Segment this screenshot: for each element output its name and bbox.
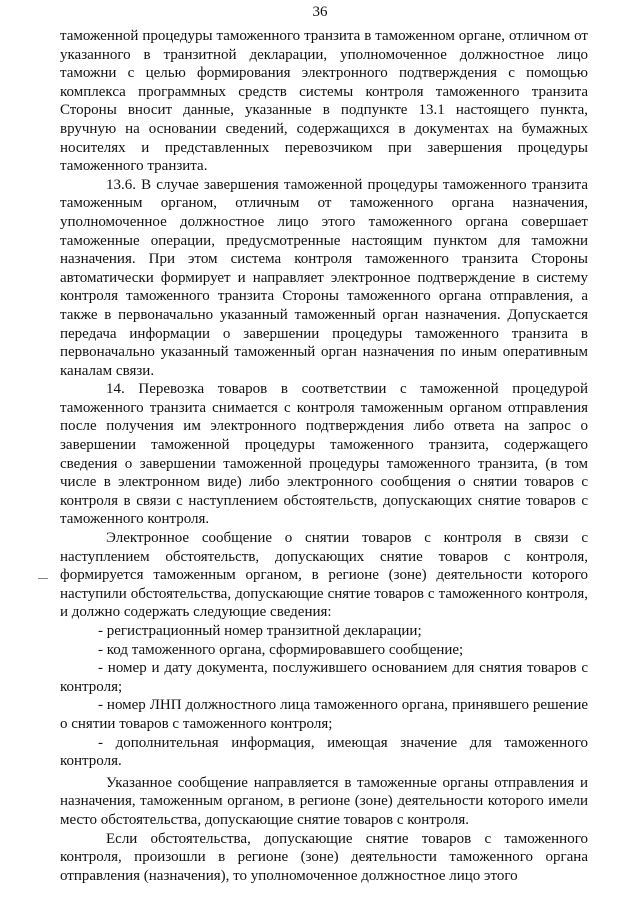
paragraph-circumstances: Если обстоятельства, допускающие снятие товаров с таможенного контроля, произошли в регионе (зоне) деятельности таможенного органа отправления (назначения), то уполномоченное должностное лицо этого (60, 830, 588, 884)
paragraph-continuation: таможенной процедуры таможенного транзита в таможенном органе, отличном от указанного в транзитной декларации, уполномоченное должностное лицо таможни с целью формирования электронного подтверждения с помощью комплекса программных средств системы контроля таможенного транзита Стороны вносит данные, указанные в подпункте 13.1 настоящего пункта, вручную на основании сведений, содержащихся в документах на бумажных носителях и представленных перевозчиком при завершения процедуры таможенного транзита. (60, 28, 588, 175)
paragraph-electronic-message: Электронное сообщение о снятии товаров с контроля в связи с наступлением обстоятельств, допускающих снятие товаров с контроля, формируется таможенным органом, в регионе (зоне) деятельности которого наступили обстоятельства, допускающие снятие товаров с таможенного контроля, и должно содержать следующие сведения: (60, 530, 588, 621)
page-number: 36 (312, 4, 328, 20)
paragraph-13-6: 13.6. В случае завершения таможенной процедуры таможенного транзита таможенным органом, отличным от таможенного органа назначения, уполномоченное должностное лицо этого таможенного органа совершает таможенные операции, предусмотренные настоящим пунктом для таможни назначения. При этом система контроля таможенного транзита Стороны автоматически формирует и направляет электронное подтверждение в систему контроля таможенного транзита Стороны таможенного органа отправления, а также в первоначально указанный таможенный орган назначения. Допускается передача информации о завершении процедуры таможенного транзита в первоначально указанный таможенный орган назначения по иным оперативным каналам связи. (60, 176, 588, 379)
list-item: - дополнительная информация, имеющая значение для таможенного контроля. (60, 734, 588, 770)
paragraph-message-routing: Указанное сообщение направляется в таможенные органы отправления и назначения, таможенным органом, в регионе (зоне) деятельности которого имели место обстоятельства, допускающие снятие товаров с контроля. (60, 774, 588, 828)
document-body (60, 27, 588, 885)
list-item: - регистрационный номер транзитной декларации; (98, 623, 422, 639)
list-item: - код таможенного органа, сформировавшего сообщение; (98, 641, 464, 658)
list-item: - номер и дату документа, послужившего основанием для снятия товаров с контроля; (60, 660, 588, 695)
paragraph-14: 14. Перевозка товаров в соответствии с таможенной процедурой таможенного транзита снимается с контроля таможенным органом отправления после получения им электронного подтверждения либо ответа на запрос о завершении таможенной процедуры таможенного транзита, содержащего сведения о завершении таможенной процедуры таможенного транзита, (в том числе в электронном виде) либо электронного сообщения о снятии товаров с контроля в связи с наступлением обстоятельств, допускающих снятие товаров с таможенного контроля. (60, 381, 588, 528)
margin-mark (38, 578, 48, 579)
list-item: - номер ЛНП должностного лица таможенного органа, принявшего решение о снятии товаров с таможенного контроля; (60, 697, 588, 732)
